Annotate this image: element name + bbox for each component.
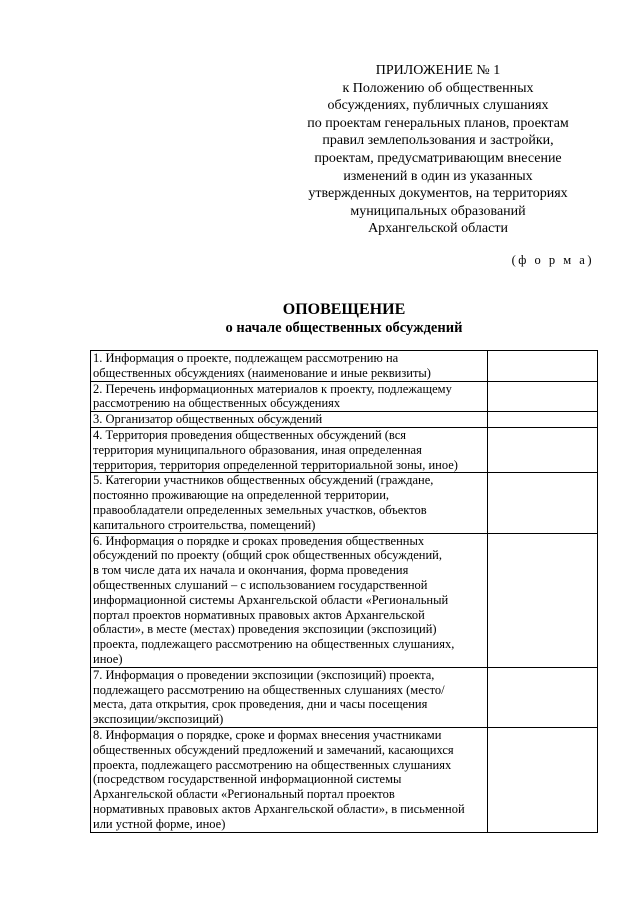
row-label-line: обсуждений по проекту (общий срок общественных обсуждений, <box>93 548 442 563</box>
row-label-line: 8. Информация о порядке, сроке и формах внесения участниками <box>93 727 442 742</box>
table-row <box>91 473 598 533</box>
appendix-line: обсуждениях, публичных слушаниях <box>327 98 549 114</box>
row-value-field[interactable] <box>488 473 598 533</box>
table-row <box>91 533 598 667</box>
appendix-line: проектам, предусматривающим внесение <box>314 150 562 166</box>
row-value-field[interactable] <box>488 667 598 727</box>
form-label: (ф о р м а) <box>511 253 594 267</box>
row-label-line: территория муниципального образования, иная определенная <box>93 442 422 457</box>
row-label-line: иное) <box>93 651 123 666</box>
row-label-line: проекта, подлежащего рассмотрению на общественных слушаниях, <box>93 637 455 652</box>
row-value-field[interactable] <box>488 412 598 428</box>
row-label-cell <box>91 427 488 472</box>
appendix-line: ПРИЛОЖЕНИЕ № 1 <box>375 63 501 78</box>
appendix-line: утвержденных документов, на территориях <box>308 186 568 202</box>
appendix-line: муниципальных образований <box>350 203 526 219</box>
appendix-header <box>288 62 588 238</box>
row-label-cell <box>91 412 488 428</box>
row-label-line: 3. Организатор общественных обсуждений <box>93 412 323 427</box>
row-label-line: капитального строительства, помещений) <box>93 517 316 532</box>
row-label-line: места, дата открытия, срок проведения, дни и часы посещения <box>93 697 428 712</box>
row-label-line: информационной системы Архангельской области «Региональный <box>93 592 449 607</box>
row-label-line: общественных слушаний – с использованием государственной <box>93 577 428 592</box>
row-label-line: общественных обсуждений предложений и замечаний, касающихся <box>93 742 454 757</box>
appendix-line: правил землепользования и застройки, <box>322 133 554 149</box>
row-value-field[interactable] <box>488 381 598 412</box>
row-label-cell <box>91 533 488 667</box>
row-label-line: 4. Территория проведения общественных обсуждений (вся <box>93 427 407 442</box>
table-row <box>91 427 598 472</box>
row-label-line: 2. Перечень информационных материалов к проекту, подлежащему <box>93 381 452 396</box>
form-table-body <box>91 351 598 833</box>
document-heading <box>90 300 598 337</box>
row-label-line: или устной форме, иное) <box>93 816 226 831</box>
row-value-field[interactable] <box>488 727 598 832</box>
appendix-line: по проектам генеральных планов, проектам <box>307 115 569 131</box>
table-row <box>91 667 598 727</box>
appendix-line: Архангельской области <box>368 221 508 237</box>
row-label-cell <box>91 667 488 727</box>
row-label-line: экспозиции/экспозиций) <box>93 712 224 727</box>
row-label-line: 1. Информация о проекте, подлежащем рассмотрению на <box>93 351 399 365</box>
row-value-field[interactable] <box>488 427 598 472</box>
row-label-cell <box>91 351 488 382</box>
row-label-line: правообладатели определенных земельных участков, объектов <box>93 502 427 517</box>
row-value-field[interactable] <box>488 533 598 667</box>
table-row <box>91 727 598 832</box>
row-label-line: портал проектов нормативных правовых актов Архангельской <box>93 607 425 622</box>
row-label-cell <box>91 381 488 412</box>
row-label-line: в том числе дата их начала и окончания, форма проведения <box>93 563 409 578</box>
appendix-line: изменений в один из указанных <box>343 168 533 184</box>
row-label-line: постоянно проживающие на определенной территории, <box>93 488 390 503</box>
row-label-line: 6. Информация о порядке и сроках проведения общественных <box>93 533 425 548</box>
row-label-line: проекта, подлежащего рассмотрению на общественных слушаниях <box>93 757 452 772</box>
row-label-line: Архангельской области «Региональный портал проектов <box>93 787 395 802</box>
row-value-field[interactable] <box>488 351 598 382</box>
document-subtitle: о начале общественных обсуждений <box>225 320 463 336</box>
row-label-cell <box>91 473 488 533</box>
row-label-line: 7. Информация о проведении экспозиции (экспозиций) проекта, <box>93 667 435 682</box>
row-label-line: общественных обсуждениях (наименование и иные реквизиты) <box>93 365 431 380</box>
row-label-line: рассмотрению на общественных обсуждениях <box>93 396 341 411</box>
table-row <box>91 381 598 412</box>
document-title: ОПОВЕЩЕНИЕ <box>282 301 406 318</box>
row-label-line: подлежащего рассмотрению на общественных слушаниях (место/ <box>93 682 445 697</box>
row-label-line: территория, территория определенной территориальной зоны, иное) <box>93 457 458 472</box>
row-label-cell <box>91 727 488 832</box>
row-label-line: 5. Категории участников общественных обсуждений (граждане, <box>93 473 434 488</box>
table-row <box>91 412 598 428</box>
row-label-line: нормативных правовых актов Архангельской области», в письменной <box>93 801 465 816</box>
appendix-line: к Положению об общественных <box>342 80 534 96</box>
row-label-line: (посредством государственной информационной системы <box>93 772 402 787</box>
notification-form-table <box>90 350 598 833</box>
row-label-line: области», в месте (местах) проведения экспозиции (экспозиций) <box>93 622 437 637</box>
table-row <box>91 351 598 382</box>
